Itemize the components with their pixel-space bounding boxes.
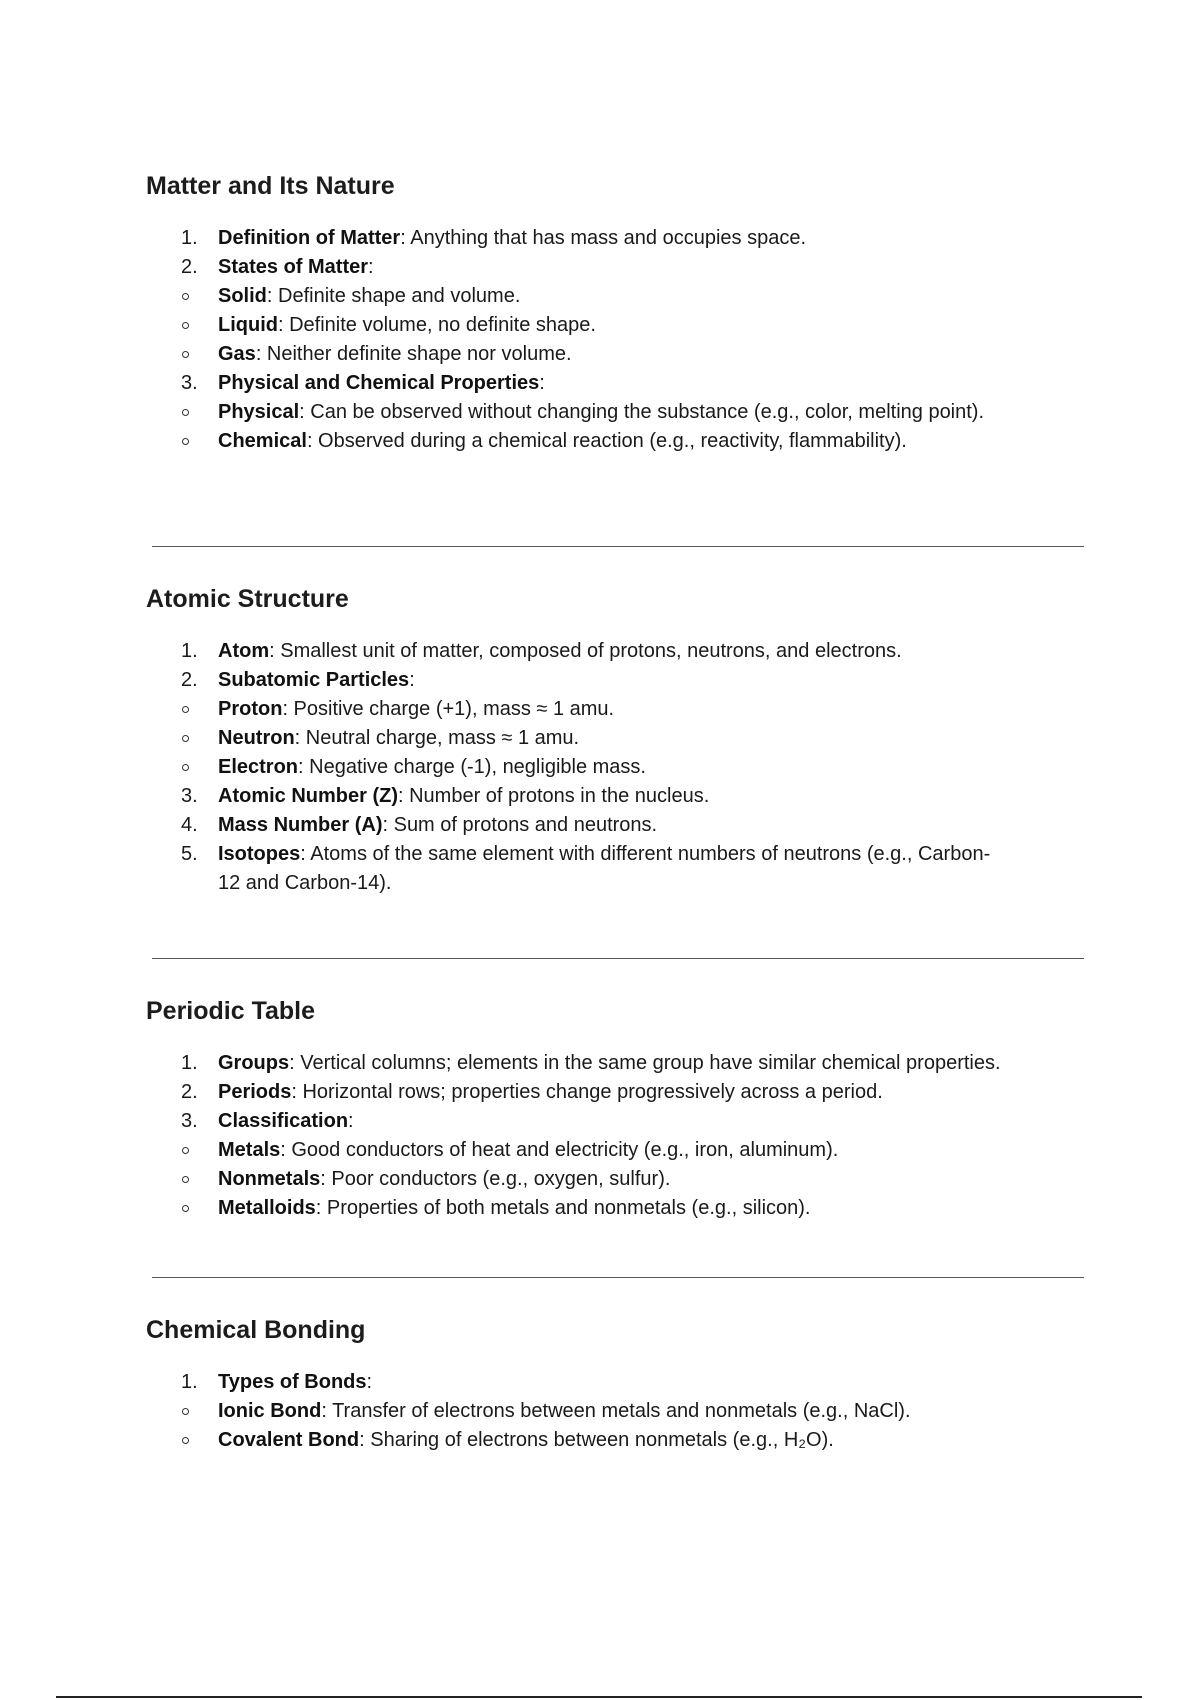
section-title: Matter and Its Nature xyxy=(146,172,395,200)
section-matter xyxy=(146,170,1086,546)
hollow-bullet-icon xyxy=(182,1176,189,1183)
item-term: Subatomic Particles xyxy=(218,669,410,691)
list-item xyxy=(146,782,1086,811)
section-title: Periodic Table xyxy=(146,997,316,1025)
item-number: 1. xyxy=(181,640,198,662)
item-number: 1. xyxy=(181,1371,198,1393)
document-page xyxy=(146,170,1086,1455)
item-text: : Horizontal rows; properties change progressively across a period. xyxy=(291,1081,883,1103)
item-term: Mass Number (A) xyxy=(218,814,383,836)
item-text: : Anything that has mass and occupies space. xyxy=(400,227,807,249)
item-term: Classification xyxy=(218,1110,349,1132)
sub-item xyxy=(146,753,1086,782)
sub-item xyxy=(146,340,1086,369)
sub-item xyxy=(146,427,1086,456)
item-term: Atom xyxy=(218,640,270,662)
sub-item-term: Solid xyxy=(218,285,267,307)
item-text: : Sum of protons and neutrons. xyxy=(382,814,658,836)
sub-item xyxy=(146,1426,1086,1455)
section-divider xyxy=(152,958,1084,959)
sub-item-term: Metalloids xyxy=(218,1197,316,1219)
hollow-bullet-icon xyxy=(182,409,189,416)
section-title: Chemical Bonding xyxy=(146,1316,366,1344)
sub-item-text: : Negative charge (-1), negligible mass. xyxy=(298,756,646,778)
list-item xyxy=(146,1049,1116,1078)
sub-item-text: : Can be observed without changing the substance (e.g., color, melting point). xyxy=(299,401,985,423)
sub-item-text: : Positive charge (+1), mass ≈ 1 amu. xyxy=(282,698,615,720)
section-chemical-bonding xyxy=(146,1314,1086,1455)
hollow-bullet-icon xyxy=(182,706,189,713)
hollow-bullet-icon xyxy=(182,438,189,445)
item-term: Groups xyxy=(218,1052,290,1074)
hollow-bullet-icon xyxy=(182,1147,189,1154)
item-text: : xyxy=(409,669,415,691)
page-bottom-rule xyxy=(56,1696,1142,1698)
list-item xyxy=(146,840,1086,898)
bullet-list xyxy=(146,398,1086,456)
sub-item xyxy=(146,1165,1086,1194)
item-text: : xyxy=(366,1371,373,1393)
sub-item-text: : Definite shape and volume. xyxy=(266,285,521,307)
sub-item-text: : Neither definite shape nor volume. xyxy=(255,343,572,365)
item-text: : xyxy=(348,1110,354,1132)
item-text: : Smallest unit of matter, composed of protons, neutrons, and electrons. xyxy=(269,640,902,662)
hollow-bullet-icon xyxy=(182,293,189,300)
item-term: Definition of Matter xyxy=(218,227,401,249)
hollow-bullet-icon xyxy=(182,1437,189,1444)
hollow-bullet-icon xyxy=(182,735,189,742)
sub-item-text: : Transfer of electrons between metals and nonmetals (e.g., NaCl). xyxy=(321,1400,911,1422)
item-text: : Vertical columns; elements in the same group have similar chemical properties. xyxy=(289,1052,1001,1074)
hollow-bullet-icon xyxy=(182,1205,189,1212)
sub-item-term: Ionic Bond xyxy=(218,1400,322,1422)
list-item xyxy=(146,637,1086,666)
sub-item-text: : Observed during a chemical reaction (e.g., reactivity, flammability). xyxy=(306,430,907,452)
sub-item xyxy=(146,724,1086,753)
item-number: 4. xyxy=(181,814,198,836)
sub-item xyxy=(146,1136,1086,1165)
sub-item-term: Covalent Bond xyxy=(218,1429,360,1451)
item-number: 2. xyxy=(181,256,198,278)
item-text: : xyxy=(368,256,374,278)
sub-item-term: Chemical xyxy=(218,430,307,452)
item-term: Types of Bonds xyxy=(218,1371,367,1393)
item-term: Atomic Number (Z) xyxy=(218,785,398,807)
list-item xyxy=(146,369,1086,456)
item-term: Periods xyxy=(218,1081,292,1103)
item-number: 3. xyxy=(181,1110,198,1132)
sub-item xyxy=(146,1194,1086,1223)
section-periodic-table xyxy=(146,995,1086,1277)
sub-item xyxy=(146,311,1086,340)
section-divider xyxy=(152,546,1084,547)
numbered-list xyxy=(146,1368,1086,1455)
sub-item-text: : Good conductors of heat and electricity (e.g., iron, aluminum). xyxy=(280,1139,839,1161)
item-term: States of Matter xyxy=(218,256,369,278)
sub-item-text: : Properties of both metals and nonmetals (e.g., silicon). xyxy=(315,1197,811,1219)
list-item xyxy=(146,1368,1086,1455)
numbered-list xyxy=(146,1049,1086,1223)
item-number: 3. xyxy=(181,785,198,807)
section-divider xyxy=(152,1277,1084,1278)
item-number: 1. xyxy=(181,227,198,249)
bullet-list xyxy=(146,1136,1086,1223)
bullet-list xyxy=(146,282,1086,369)
sub-item xyxy=(146,1397,1086,1426)
sub-item xyxy=(146,282,1086,311)
numbered-list xyxy=(146,637,1086,898)
hollow-bullet-icon xyxy=(182,764,189,771)
hollow-bullet-icon xyxy=(182,351,189,358)
list-item xyxy=(146,224,1086,253)
item-number: 2. xyxy=(181,1081,198,1103)
sub-item-text: : Poor conductors (e.g., oxygen, sulfur). xyxy=(320,1168,671,1190)
sub-item-term: Physical xyxy=(218,401,300,423)
sub-item-text: : Neutral charge, mass ≈ 1 amu. xyxy=(294,727,580,749)
list-item xyxy=(146,666,1086,782)
section-title: Atomic Structure xyxy=(146,585,349,613)
sub-item-term: Liquid xyxy=(218,314,278,336)
item-text: : xyxy=(539,372,545,394)
item-number: 5. xyxy=(181,843,198,865)
section-atomic-structure xyxy=(146,583,1086,958)
item-text: : Atoms of the same element with different numbers of neutrons (e.g., Carbon-12 and Carbon-14). xyxy=(218,843,991,894)
item-text: : Number of protons in the nucleus. xyxy=(398,785,710,807)
list-item xyxy=(146,1078,1086,1107)
sub-item-term: Proton xyxy=(218,698,283,720)
item-term: Isotopes xyxy=(218,843,301,865)
item-number: 1. xyxy=(181,1052,198,1074)
bullet-list xyxy=(146,1397,1086,1455)
sub-item xyxy=(146,695,1086,724)
sub-item-term: Metals xyxy=(218,1139,281,1161)
numbered-list xyxy=(146,224,1086,456)
item-number: 2. xyxy=(181,669,198,691)
hollow-bullet-icon xyxy=(182,322,189,329)
item-number: 3. xyxy=(181,372,198,394)
item-term: Physical and Chemical Properties xyxy=(218,372,540,394)
sub-item-term: Neutron xyxy=(218,727,295,749)
list-item xyxy=(146,253,1086,369)
hollow-bullet-icon xyxy=(182,1408,189,1415)
sub-item-term: Gas xyxy=(218,343,256,365)
sub-item-term: Nonmetals xyxy=(218,1168,321,1190)
list-item xyxy=(146,1107,1086,1223)
sub-item-term: Electron xyxy=(218,756,299,778)
sub-item-text: : Definite volume, no definite shape. xyxy=(277,314,596,336)
sub-item xyxy=(146,398,1086,427)
sub-item-text: : Sharing of electrons between nonmetals (e.g., H₂O). xyxy=(359,1429,834,1451)
list-item xyxy=(146,811,1086,840)
bullet-list xyxy=(146,695,1086,782)
